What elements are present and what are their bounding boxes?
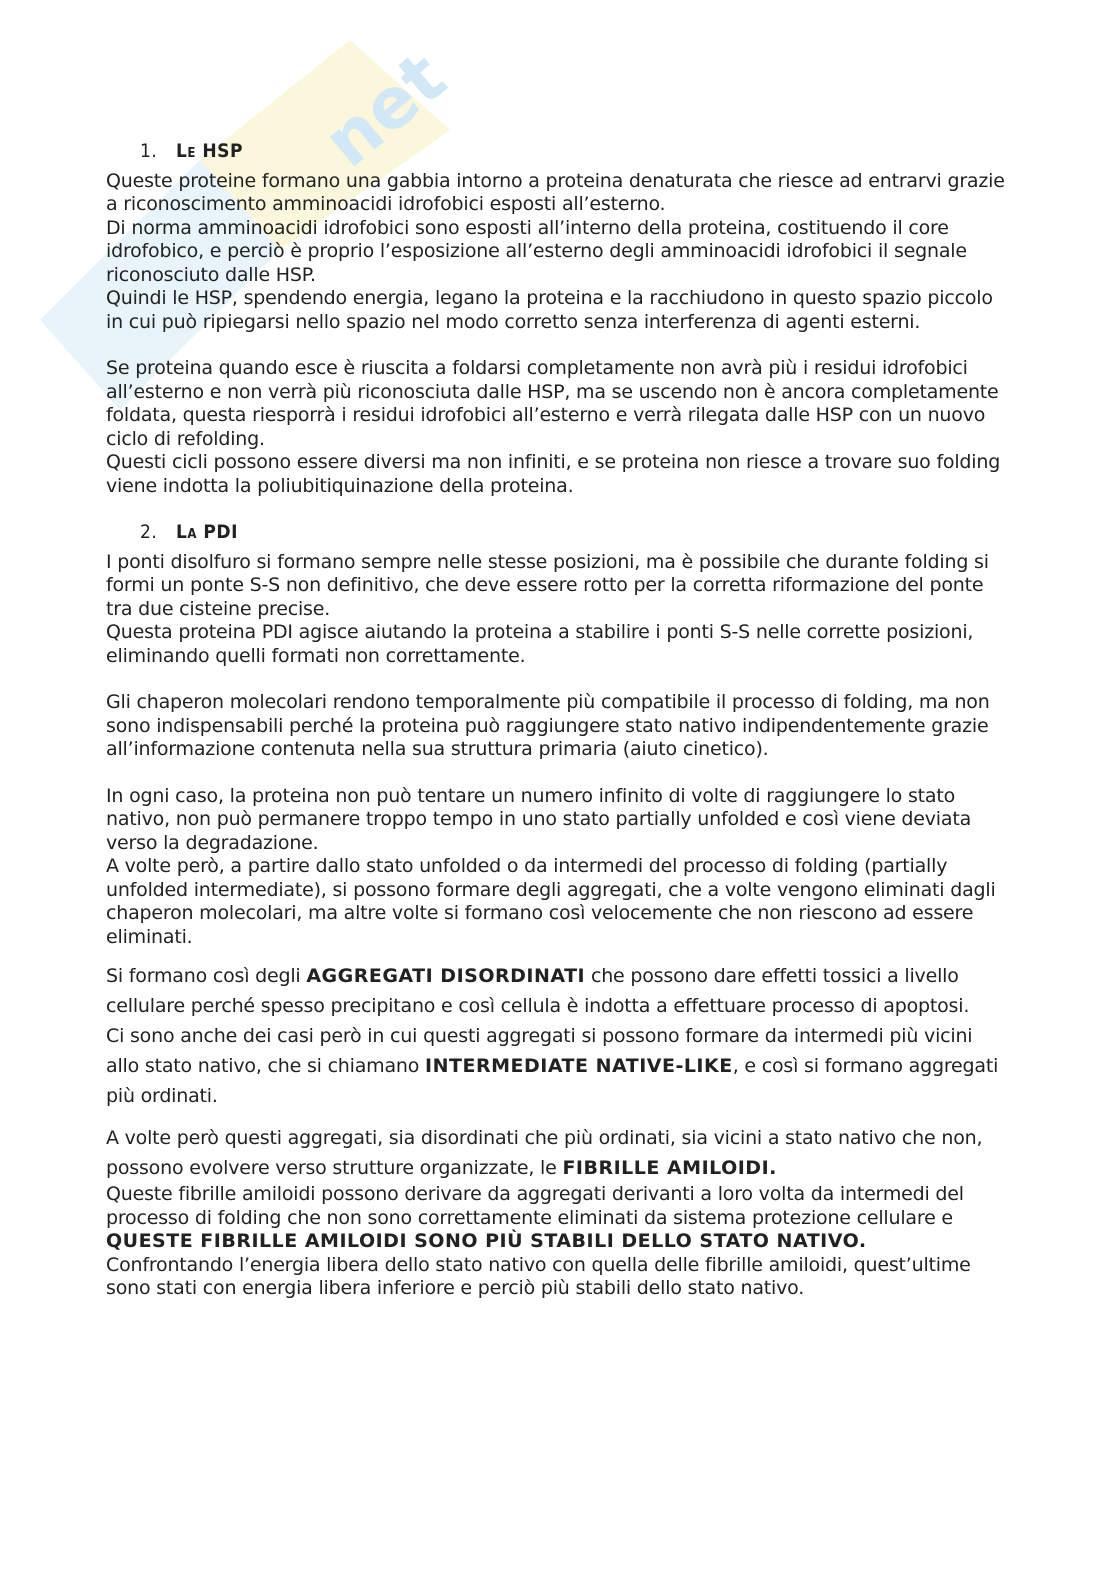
paragraph-fibrille (106, 1123, 1011, 1183)
section-title: La PDI (176, 521, 238, 543)
paragraph: Questi cicli possono essere diversi ma non infiniti, e se proteina non riesce a trovare suo folding viene indotta la poliubitiquinazione della proteina. (106, 451, 1001, 497)
paragraph: A volte però, a partire dallo stato unfolded o da intermedi del processo di folding (partially unfolded intermediate), si possono formare degli aggregati, che a volte vengono eliminati dagli chaperon molecolari, ma altre volte si formano così velocemente che non riescono ad essere eliminati. (106, 855, 996, 948)
text-run: Si formano così degli (106, 965, 307, 987)
document-content (106, 140, 1011, 1301)
highlight-term: AGGREGATI DISORDINATI (306, 965, 586, 987)
section-heading-pdi (140, 521, 1011, 545)
highlight-term: INTERMEDIATE NATIVE-LIKE (425, 1055, 733, 1077)
watermark-text: net (308, 36, 462, 184)
paragraph: Queste proteine formano una gabbia intorno a proteina denaturata che riesce ad entrarvi grazie a riconoscimento amminoacidi idrofobici esposti all’esterno. (106, 169, 1005, 215)
section-title: Le HSP (176, 140, 243, 162)
section-number: 2. (140, 521, 158, 543)
paragraph: In ogni caso, la proteina non può tentare un numero infinito di volte di raggiungere lo stato nativo, non può permanere troppo tempo in uno stato partially unfolded e così viene deviata verso la degradazione. (106, 784, 972, 854)
paragraph-intermediate (106, 1021, 1011, 1111)
section-number: 1. (140, 140, 158, 162)
paragraph: Quindi le HSP, spendendo energia, legano la proteina e la racchiudono in questo spazio piccolo in cui può ripiegarsi nello spazio nel modo corretto senza interferenza di agenti esterni. (106, 287, 993, 333)
paragraph-aggregati (106, 961, 1011, 1021)
paragraph: Di norma amminoacidi idrofobici sono esposti all’interno della proteina, costituendo il core idrofobico, e perciò è proprio l’esposizione all’esterno degli amminoacidi idrofobici il segnale riconosciuto dalle HSP. (106, 216, 967, 286)
text-run: , e così si formano aggregati più ordinati. (106, 1055, 999, 1107)
paragraph: Gli chaperon molecolari rendono temporalmente più compatibile il processo di folding, ma non sono indispensabili perché la proteina può raggiungere stato nativo indipendentemente grazie all’informazione contenuta nella sua struttura primaria (aiuto cinetico). (106, 691, 990, 760)
highlight-term: QUESTE FIBRILLE AMILOIDI SONO PIÙ STABILI DELLO STATO NATIVO. (106, 1230, 867, 1252)
highlight-term: FIBRILLE AMILOIDI. (562, 1157, 777, 1179)
paragraph: I ponti disolfuro si formano sempre nelle stesse posizioni, ma è possibile che durante folding si formi un ponte S-S non definitivo, che deve essere rotto per la corretta riformazione del ponte tra due cisteine precise. (106, 550, 989, 620)
text-run: che possono dare effetti tossici a livello cellulare perché spesso precipitano e così cellula è indotta a effettuare processo di apoptosi. (106, 965, 970, 1017)
text-run: A volte però questi aggregati, sia disordinati che più ordinati, sia vicini a stato nativo che non, possono evolvere verso strutture organizzate, le (106, 1127, 983, 1179)
text-run: Ci sono anche dei casi però in cui questi aggregati si possono formare da intermedi più vicini allo stato nativo, che si chiamano (106, 1025, 973, 1077)
section-heading-hsp (140, 140, 1011, 164)
paragraph: Confrontando l’energia libera dello stato nativo con quella delle fibrille amiloidi, quest’ultime sono stati con energia libera inferiore e perciò più stabili dello stato nativo. (106, 1253, 971, 1299)
text-run: Queste fibrille amiloidi possono derivare da aggregati derivanti a loro volta da intermedi del processo di folding che non sono correttamente eliminati da sistema protezione cellulare e (106, 1183, 964, 1229)
paragraph: Se proteina quando esce è riuscita a foldarsi completamente non avrà più i residui idrofobici all’esterno e non verrà più riconosciuta dalle HSP, ma se uscendo non è ancora completamente foldata, questa riesporrà i residui idrofobici all’esterno e verrà rilegata dalle HSP con un nuovo ciclo di refolding. (106, 357, 999, 450)
paragraph: Questa proteina PDI agisce aiutando la proteina a stabilire i ponti S-S nelle corrette posizioni, eliminando quelli formati non correttamente. (106, 621, 974, 667)
paragraph-fibrille-stabili (106, 1183, 1011, 1254)
